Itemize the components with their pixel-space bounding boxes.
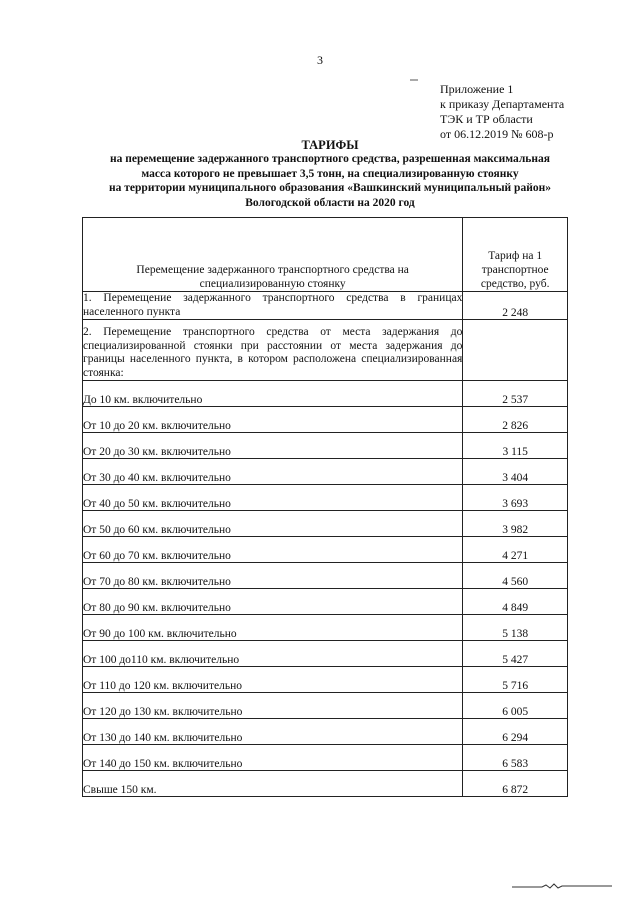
row-label: 2. Перемещение транспортного средства от места задержания до специализированной стоянки при расстоянии от места задержания до границы населенного пункта, в котором расположена специализированная стоянка: [83, 320, 463, 381]
table-row [83, 511, 568, 537]
table-row [83, 381, 568, 407]
subtitle-line-3: на территории муниципального образования «Вашкинский муниципальный район» [109, 182, 551, 194]
document-title: ТАРИФЫ [301, 138, 359, 152]
table-row [83, 719, 568, 745]
range-value: 5 427 [463, 641, 568, 667]
appendix-line-2: к приказу Департамента [440, 97, 565, 111]
range-label: До 10 км. включительно [83, 381, 463, 407]
range-label: От 70 до 80 км. включительно [83, 563, 463, 589]
appendix-reference [440, 82, 620, 142]
range-label: От 90 до 100 км. включительно [83, 615, 463, 641]
table-row [83, 771, 568, 797]
range-value: 2 537 [463, 381, 568, 407]
range-label: От 110 до 120 км. включительно [83, 667, 463, 693]
range-label: От 10 до 20 км. включительно [83, 407, 463, 433]
range-label: От 30 до 40 км. включительно [83, 459, 463, 485]
table-row [83, 667, 568, 693]
range-value: 6 005 [463, 693, 568, 719]
range-label: От 50 до 60 км. включительно [83, 511, 463, 537]
range-label: Свыше 150 км. [83, 771, 463, 797]
range-label: От 80 до 90 км. включительно [83, 589, 463, 615]
table-row [83, 745, 568, 771]
scan-mark [410, 78, 418, 82]
range-value: 3 982 [463, 511, 568, 537]
appendix-line-1: Приложение 1 [440, 82, 514, 96]
table-header-row [83, 218, 568, 292]
row-value: 2 248 [463, 292, 568, 320]
range-value: 4 560 [463, 563, 568, 589]
table-row [83, 563, 568, 589]
table-row [83, 433, 568, 459]
table-row [83, 485, 568, 511]
range-label: От 120 до 130 км. включительно [83, 693, 463, 719]
table-row [83, 292, 568, 320]
row-label: 1. Перемещение задержанного транспортного средства в границах населенного пункта [83, 292, 463, 318]
header-description: Перемещение задержанного транспортного средства на специализированную стоянку [83, 218, 463, 292]
appendix-line-4: от 06.12.2019 № 608-р [440, 127, 554, 141]
table-row [83, 615, 568, 641]
range-value: 3 115 [463, 433, 568, 459]
range-label: От 130 до 140 км. включительно [83, 719, 463, 745]
tariff-table [82, 217, 568, 797]
table-row [83, 693, 568, 719]
table-row [83, 459, 568, 485]
header-tariff: Тариф на 1 транспортное средство, руб. [463, 218, 568, 292]
document-subtitle [80, 152, 580, 210]
range-value: 3 404 [463, 459, 568, 485]
range-value: 4 849 [463, 589, 568, 615]
range-label: От 40 до 50 км. включительно [83, 485, 463, 511]
range-value: 3 693 [463, 485, 568, 511]
subtitle-line-2: масса которого не превышает 3,5 тонн, на специализированную стоянку [141, 167, 519, 180]
range-value: 6 872 [463, 771, 568, 797]
table-row [83, 589, 568, 615]
range-value: 2 826 [463, 407, 568, 433]
signature-scribble [512, 882, 612, 890]
table-row [83, 537, 568, 563]
range-label: От 20 до 30 км. включительно [83, 433, 463, 459]
subtitle-line-1: на перемещение задержанного транспортного средства, разрешенная максимальная [110, 153, 550, 165]
page-number: 3 [317, 53, 323, 67]
table-row [83, 407, 568, 433]
subtitle-line-4: Вологодской области на 2020 год [245, 196, 415, 209]
appendix-line-3: ТЭК и ТР области [440, 112, 533, 126]
range-label: От 140 до 150 км. включительно [83, 745, 463, 771]
range-value: 6 583 [463, 745, 568, 771]
row-value-empty [463, 320, 568, 381]
range-label: От 60 до 70 км. включительно [83, 537, 463, 563]
range-value: 4 271 [463, 537, 568, 563]
range-value: 5 138 [463, 615, 568, 641]
table-row [83, 641, 568, 667]
range-value: 5 716 [463, 667, 568, 693]
range-value: 6 294 [463, 719, 568, 745]
table-row [83, 320, 568, 381]
range-label: От 100 до110 км. включительно [83, 641, 463, 667]
